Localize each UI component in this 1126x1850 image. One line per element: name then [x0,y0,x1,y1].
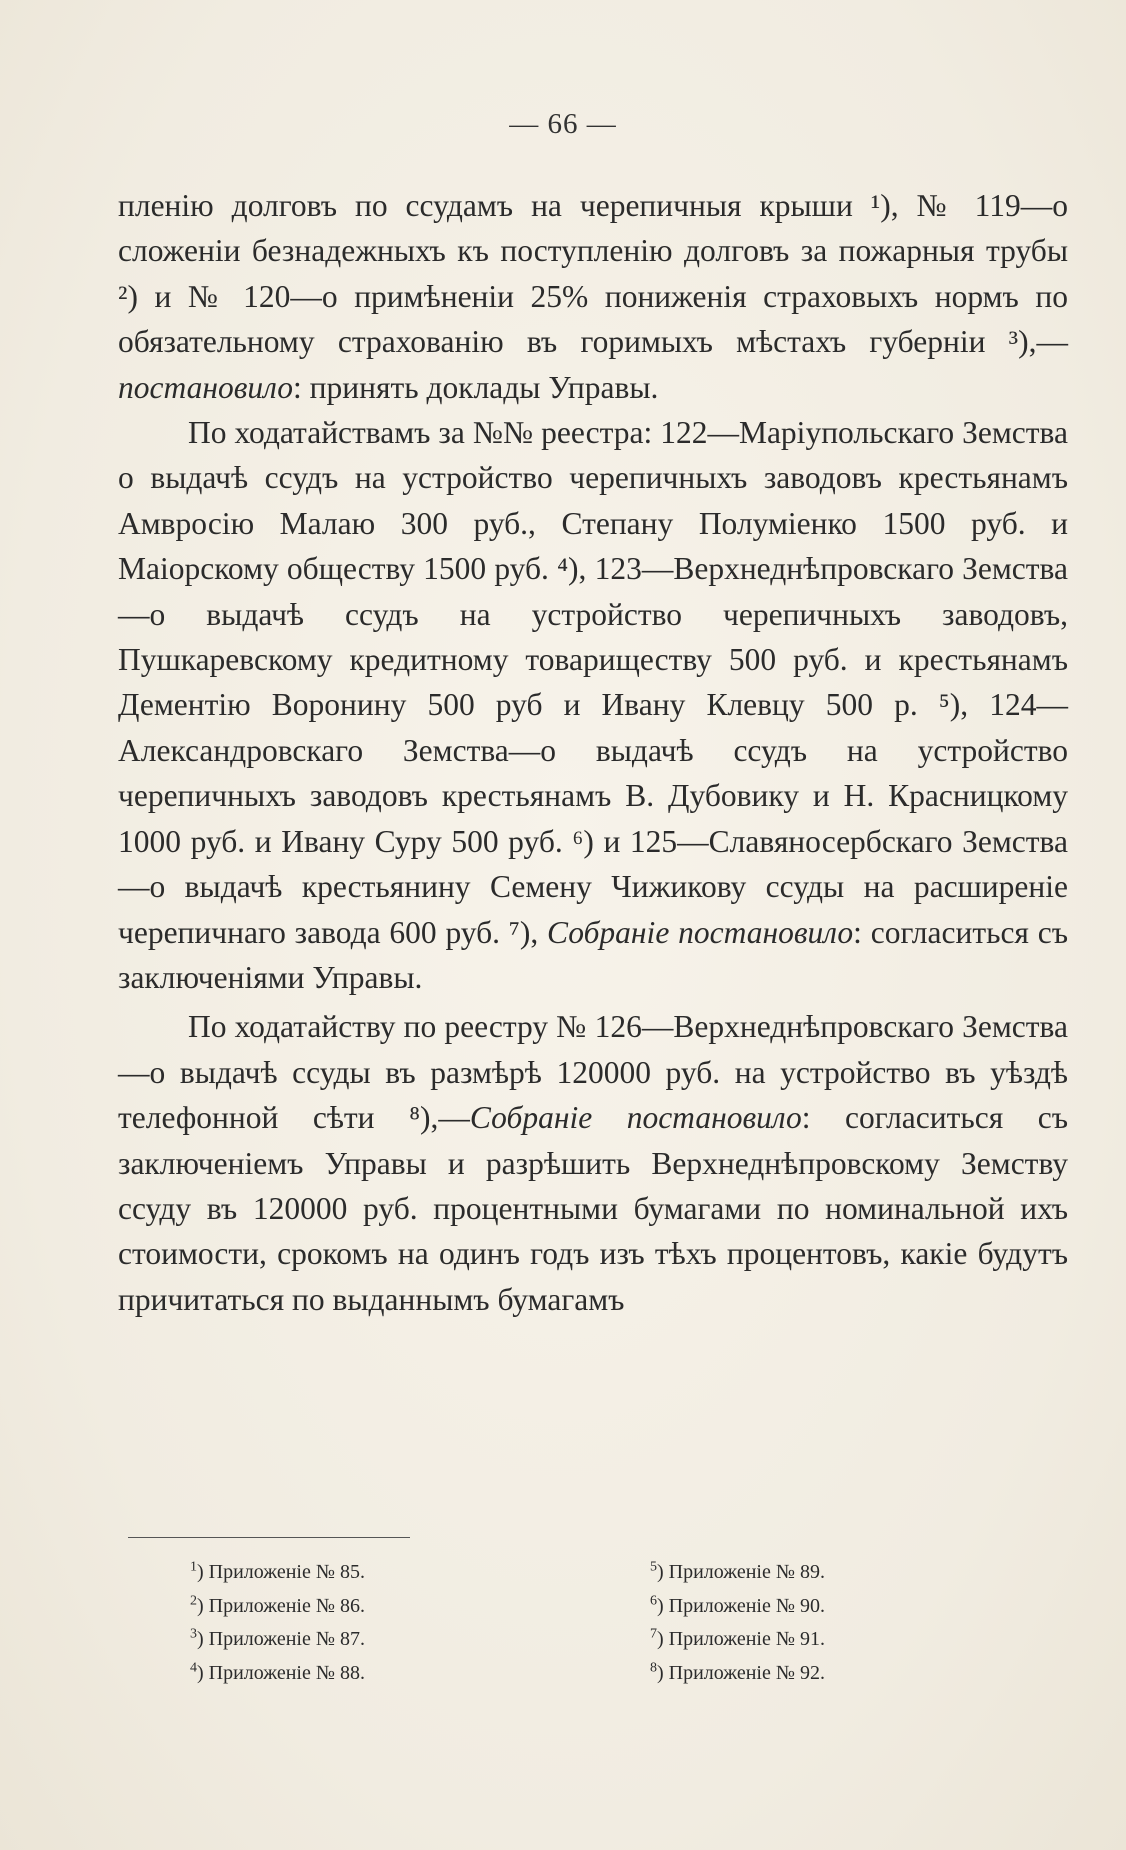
footnote-text: ) Приложеніе № 89. [657,1561,825,1583]
footnote [650,1623,950,1657]
footnote-text: ) Приложеніе № 85. [197,1561,365,1583]
page-number: — 66 — [509,108,617,140]
paragraph-1 [118,183,1068,410]
footnote [650,1657,950,1691]
footnote-mark: 7 [650,1626,657,1642]
paragraph-2-italic: Собраніе постановило [547,914,854,950]
paragraph-1-italic: постановило [118,369,294,405]
footnote [650,1556,950,1590]
footnote-mark: 5 [650,1559,657,1575]
paragraph-2-tail: : согласиться съ заключеніями Управы. [118,914,1069,995]
footnote-text: ) Приложеніе № 92. [657,1661,825,1684]
footnote [190,1657,650,1691]
paragraph-3 [118,1004,1068,1322]
footnote-text: ) Приложеніе № 91. [657,1628,825,1650]
footnote-text: ) Приложеніе № 88. [197,1661,365,1684]
footnotes-left-column [190,1556,650,1690]
footnote-mark: 6 [650,1592,657,1608]
paragraph-2-text: По ходатайствамъ за №№ реестра: 122—Маріупольскаго Земства о выдачѣ ссудъ на устройство черепичныхъ заводовъ крестьянамъ Амвросію Малаю 300 руб., Степану Полуміенко 1500 руб. и Маіорскому обществу 1500 руб. ⁴), 123—Верхнеднѣпровскаго Земства—о выдачѣ ссудъ на устройство черепичныхъ заводовъ, Пушкаревскому кредитному товариществу 500 руб. и крестьянамъ Дементію Воронину 500 руб и Ивану Клевцу 500 р. ⁵), 124—Александровскаго Земства—о выдачѣ ссудъ на устройство черепичныхъ заводовъ крестьянамъ В. Дубовику и Н. Красницкому 1000 руб. и Ивану Суру 500 руб. ⁶) и 125—Славяносербскаго Земства—о выдачѣ крестьянину Семену Чижикову ссуды на расширеніе черепичнаго завода 600 руб. ⁷), [118,415,1068,950]
footnote [190,1556,650,1590]
footnote [650,1590,950,1624]
footnote-mark: 4 [190,1659,197,1675]
footnote-text: ) Приложеніе № 86. [197,1594,365,1617]
footnote-divider [128,1537,410,1538]
footnote-mark: 1 [190,1559,197,1575]
paragraph-1-text: пленію долговъ по ссудамъ на черепичныя крыши ¹), № 119—о сложеніи безнадежныхъ къ поступленію долговъ за пожарныя трубы ²) и № 120—о примѣненіи 25% пониженія страховыхъ нормъ по обязательному страхованію въ горимыхъ мѣстахъ губерніи ³),— [118,188,1068,360]
footnote [190,1623,650,1657]
footnote-text: ) Приложеніе № 90. [657,1594,825,1617]
footnote-mark: 3 [190,1626,197,1642]
paragraph-2 [118,410,1068,1000]
footnote [190,1590,650,1624]
footnotes [190,1556,950,1690]
footnotes-right-column [650,1556,950,1690]
footnote-mark: 2 [190,1592,197,1608]
footnote-text: ) Приложеніе № 87. [197,1628,365,1650]
paragraph-3-tail: : согласиться съ заключеніемъ Управы и разрѣшить Верхнеднѣпровскому Земству ссуду въ 120000 руб. процентными бумагами по номинальной ихъ стоимости, срокомъ на одинъ годъ изъ тѣхъ процентовъ, какіе будутъ причитаться по выданнымъ бумагамъ [118,1100,1069,1317]
paragraph-1-tail: : принять доклады Управы. [293,369,659,405]
footnote-mark: 8 [650,1659,657,1675]
paragraph-3-italic: Собраніе постановило [469,1100,802,1136]
body-text [118,183,1068,1322]
paragraph-3-text: По ходатайству по реестру № 126—Верхнеднѣпровскаго Земства—о выдачѣ ссуды въ размѣрѣ 120000 руб. на устройство въ уѣздѣ телефонной сѣти ⁸),— [118,1009,1068,1136]
